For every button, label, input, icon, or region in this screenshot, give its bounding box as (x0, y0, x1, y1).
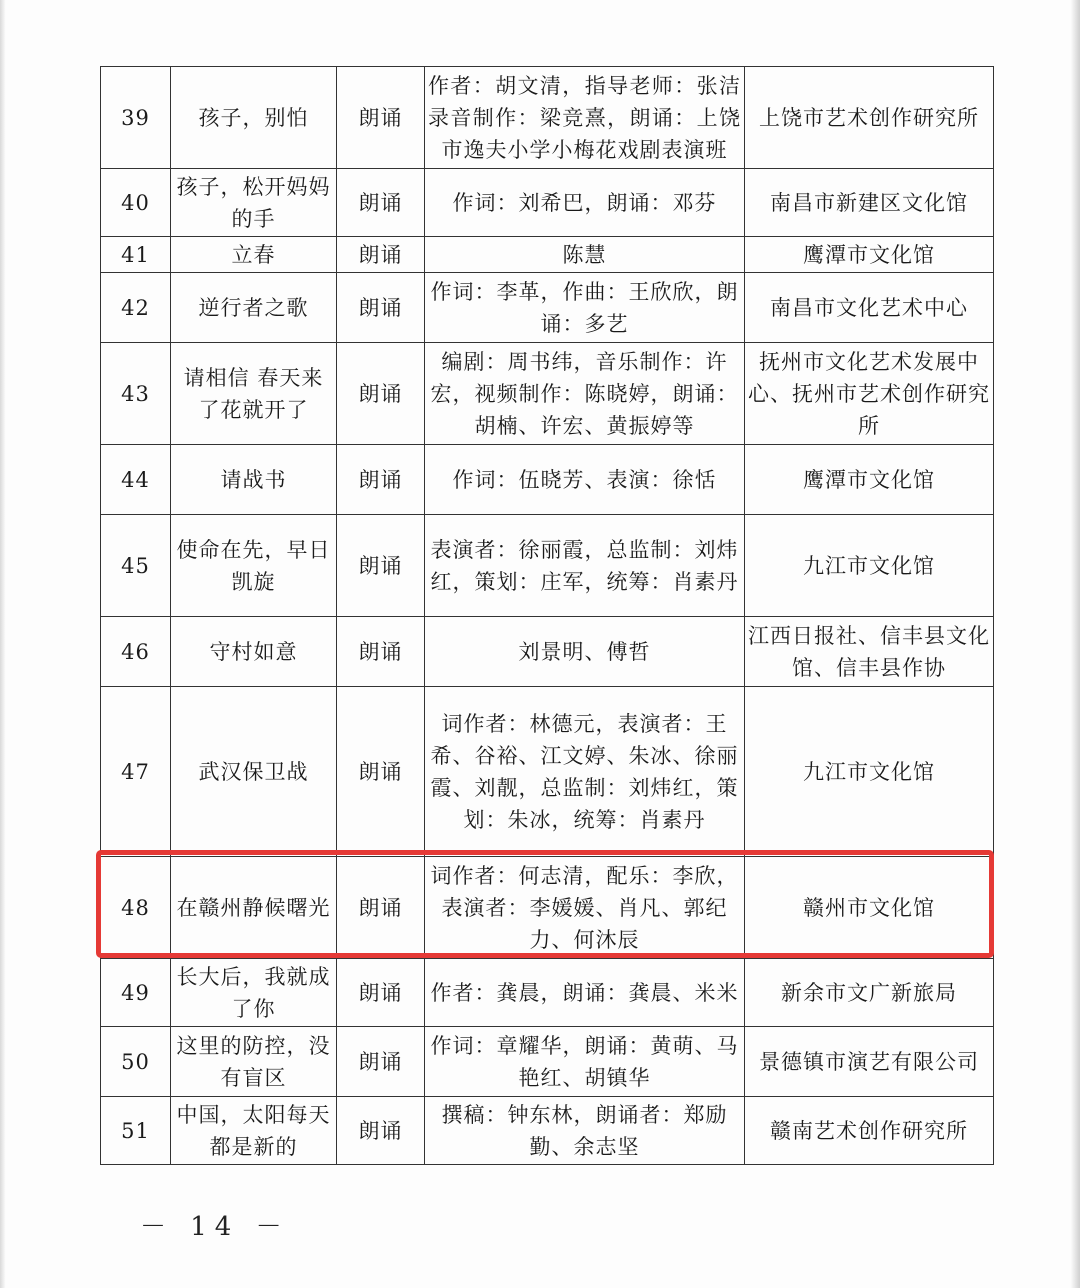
work-credits: 作词：伍晓芳、表演：徐恬 (425, 445, 745, 515)
submitting-unit: 南昌市新建区文化馆 (745, 169, 994, 237)
row-number: 43 (101, 343, 171, 445)
table-row (101, 445, 994, 515)
work-type: 朗诵 (337, 237, 425, 273)
work-type: 朗诵 (337, 273, 425, 343)
work-type: 朗诵 (337, 67, 425, 169)
submitting-unit: 九江市文化馆 (745, 687, 994, 857)
table-row (101, 687, 994, 857)
work-title: 在赣州静候曙光 (171, 857, 337, 959)
submitting-unit: 鹰潭市文化馆 (745, 445, 994, 515)
table-row (101, 273, 994, 343)
work-credits: 词作者：林德元，表演者：王希、谷裕、江文婷、朱冰、徐丽霞、刘靓，总监制：刘炜红，策划：朱冰，统筹：肖素丹 (425, 687, 745, 857)
row-number: 48 (101, 857, 171, 959)
table-row-highlighted (101, 857, 994, 959)
work-title: 长大后，我就成了你 (171, 959, 337, 1027)
work-credits: 表演者：徐丽霞，总监制：刘炜红，策划：庄军，统筹：肖素丹 (425, 515, 745, 617)
work-credits: 陈慧 (425, 237, 745, 273)
page-shadow-right (1070, 0, 1080, 1288)
work-title: 中国，太阳每天都是新的 (171, 1097, 337, 1165)
work-credits: 编剧：周书纬，音乐制作：许宏，视频制作：陈晓婷，朗诵：胡楠、许宏、黄振婷等 (425, 343, 745, 445)
work-credits: 词作者：何志清，配乐：李欣，表演者：李媛媛、肖凡、郭纪力、何沐辰 (425, 857, 745, 959)
page-shadow-left (0, 0, 6, 1288)
submitting-unit: 赣南艺术创作研究所 (745, 1097, 994, 1165)
row-number: 45 (101, 515, 171, 617)
row-number: 41 (101, 237, 171, 273)
work-type: 朗诵 (337, 169, 425, 237)
award-list-table (100, 66, 994, 1165)
table-row (101, 1097, 994, 1165)
row-number: 42 (101, 273, 171, 343)
row-number: 40 (101, 169, 171, 237)
submitting-unit: 九江市文化馆 (745, 515, 994, 617)
row-number: 49 (101, 959, 171, 1027)
work-title: 守村如意 (171, 617, 337, 687)
work-credits: 刘景明、傅哲 (425, 617, 745, 687)
row-number: 46 (101, 617, 171, 687)
work-type: 朗诵 (337, 687, 425, 857)
table-row (101, 237, 994, 273)
submitting-unit: 江西日报社、信丰县文化馆、信丰县作协 (745, 617, 994, 687)
work-type: 朗诵 (337, 445, 425, 515)
row-number: 47 (101, 687, 171, 857)
work-credits: 作词：李革，作曲：王欣欣，朗诵：多艺 (425, 273, 745, 343)
table-row (101, 67, 994, 169)
submitting-unit: 赣州市文化馆 (745, 857, 994, 959)
work-credits: 作者：龚晨，朗诵：龚晨、米米 (425, 959, 745, 1027)
work-title: 孩子，松开妈妈的手 (171, 169, 337, 237)
work-title: 逆行者之歌 (171, 273, 337, 343)
page-number: － 14 － (140, 1212, 290, 1242)
submitting-unit: 抚州市文化艺术发展中心、抚州市艺术创作研究所 (745, 343, 994, 445)
submitting-unit: 南昌市文化艺术中心 (745, 273, 994, 343)
work-title: 使命在先，早日凯旋 (171, 515, 337, 617)
work-type: 朗诵 (337, 515, 425, 617)
work-credits: 作词：章耀华，朗诵：黄萌、马艳红、胡镇华 (425, 1027, 745, 1097)
table-row (101, 959, 994, 1027)
work-type: 朗诵 (337, 617, 425, 687)
row-number: 50 (101, 1027, 171, 1097)
row-number: 39 (101, 67, 171, 169)
work-title: 请战书 (171, 445, 337, 515)
row-number: 44 (101, 445, 171, 515)
table-row (101, 1027, 994, 1097)
submitting-unit: 景德镇市演艺有限公司 (745, 1027, 994, 1097)
work-type: 朗诵 (337, 1027, 425, 1097)
submitting-unit: 上饶市艺术创作研究所 (745, 67, 994, 169)
submitting-unit: 鹰潭市文化馆 (745, 237, 994, 273)
table-row (101, 617, 994, 687)
row-number: 51 (101, 1097, 171, 1165)
work-title: 武汉保卫战 (171, 687, 337, 857)
work-credits: 撰稿：钟东林，朗诵者：郑励勤、余志坚 (425, 1097, 745, 1165)
work-title: 立春 (171, 237, 337, 273)
work-title: 孩子，别怕 (171, 67, 337, 169)
table-row (101, 343, 994, 445)
work-title: 请相信 春天来了花就开了 (171, 343, 337, 445)
work-type: 朗诵 (337, 857, 425, 959)
table-row (101, 515, 994, 617)
work-credits: 作者：胡文清，指导老师：张洁录音制作：梁竞熹，朗诵：上饶市逸夫小学小梅花戏剧表演班 (425, 67, 745, 169)
work-title: 这里的防控，没有盲区 (171, 1027, 337, 1097)
work-type: 朗诵 (337, 343, 425, 445)
work-type: 朗诵 (337, 1097, 425, 1165)
work-credits: 作词：刘希巴，朗诵：邓芬 (425, 169, 745, 237)
submitting-unit: 新余市文广新旅局 (745, 959, 994, 1027)
work-type: 朗诵 (337, 959, 425, 1027)
table-row (101, 169, 994, 237)
